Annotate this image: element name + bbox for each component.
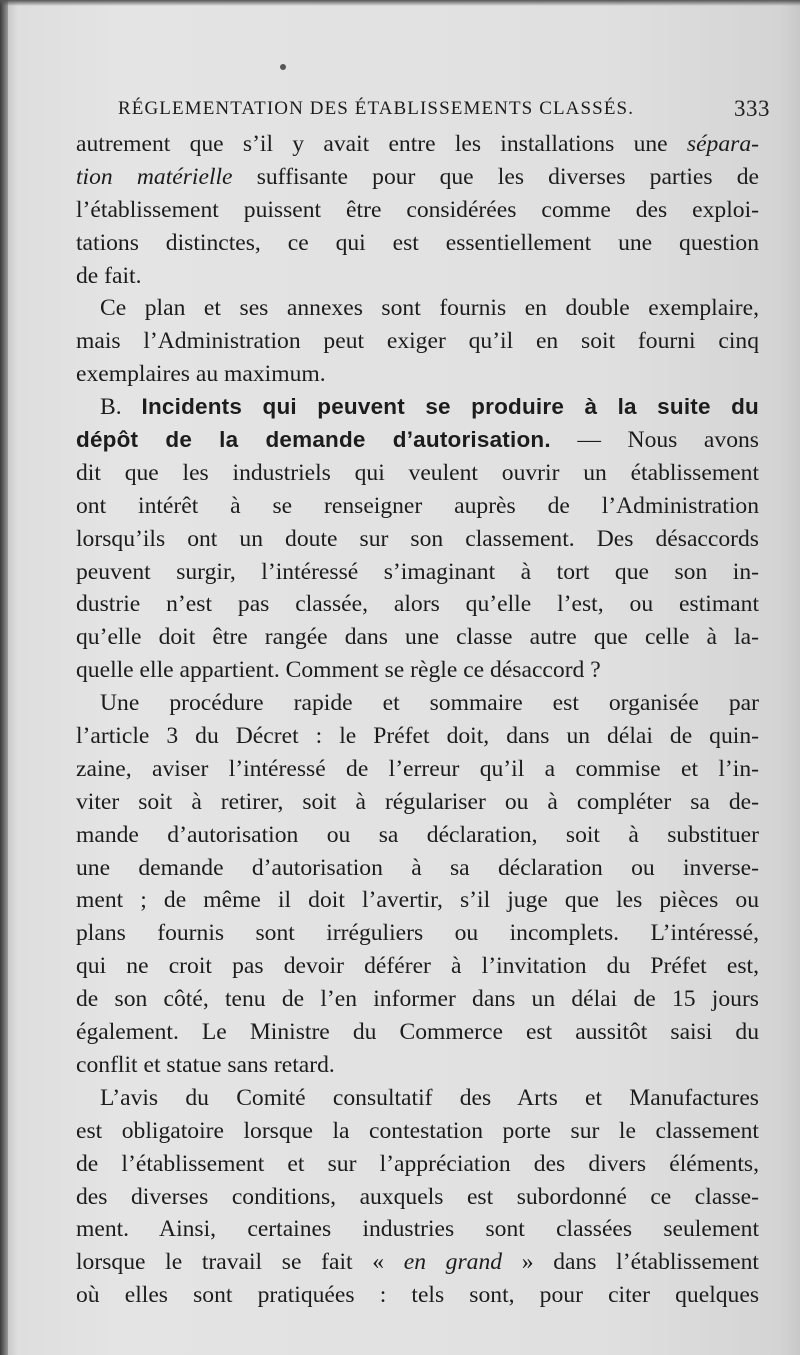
page-number: 333 [734,96,770,121]
text-run: l’établissement puissent être considérées comme des exploi- [76,196,759,223]
text-line [76,424,759,457]
text-run: mais l’Administration peut exiger qu’il en soit fourni cinq [76,328,759,355]
text-line [76,523,759,556]
text-run: autrement que s’il y avait entre les installations une [76,131,687,157]
text-line [76,687,759,720]
text-run: mande d’autorisation ou sa déclaration, soit à substituer [76,821,759,848]
text-run: ont intérêt à se renseigner auprès de l’Administration [76,492,759,519]
text-line [76,588,759,621]
text-line [76,1115,759,1148]
text-line [76,950,759,983]
text-line [76,227,759,260]
text-run: plans fournis sont irréguliers ou incomplets. L’intéressé, [76,920,759,947]
text-line [76,983,759,1016]
text-run: ment. Ainsi, certaines industries sont classées seulement [76,1216,759,1243]
text-run: suffisante pour que les diverses parties de [232,163,759,190]
text-line [76,786,759,819]
section-heading-text: Incidents qui peuvent se produire à la suite du [141,394,759,420]
text-line [76,161,759,194]
text-line [76,1016,759,1049]
text-line [76,1279,759,1312]
text-line [76,654,759,687]
text-line [76,128,759,161]
italic-text: en grand [403,1249,503,1276]
text-run: également. Le Ministre du Commerce est aussitôt saisi du [76,1019,759,1046]
text-line [76,621,759,654]
text-line [76,1246,759,1279]
text-line [76,1148,759,1181]
text-line [76,194,759,227]
italic-text: sépara- [686,131,759,157]
text-line [76,852,759,885]
top-edge-shadow [0,0,800,6]
text-line [76,819,759,852]
text-line [76,490,759,523]
text-run: tations distinctes, ce qui est essentiellement une question [76,229,759,256]
text-line [76,260,759,293]
text-line [76,753,759,786]
text-run: de fait. [76,262,142,289]
ink-speck [280,64,286,70]
text-run: est obligatoire lorsque la contestation porte sur le classement [76,1117,759,1144]
text-run: ment ; de même il doit l’avertir, s’il juge que les pièces ou [76,887,759,914]
text-line [76,1082,759,1115]
text-run: lorsqu’ils ont un doute sur son classement. Des désaccords [76,525,759,552]
text-run: dit que les industriels qui veulent ouvrir un établissement [76,459,759,486]
text-run: de l’établissement et sur l’appréciation des divers éléments, [76,1150,759,1177]
text-run: exemplaires au maximum. [76,361,326,388]
text-line [76,720,759,753]
section-heading-text: dépôt de la demande d’autorisation. [76,427,551,453]
running-head-title: RÉGLEMENTATION DES ÉTABLISSEMENTS CLASSÉS. [118,98,635,119]
text-run: Ce plan et ses annexes sont fournis en double exemplaire, [100,295,759,322]
text-line [76,1181,759,1214]
text-run: qui ne croit pas devoir déférer à l’invitation du Préfet est, [76,953,759,980]
text-run: qu’elle doit être rangée dans une classe autre que celle à la- [76,624,759,651]
body-text [76,128,759,1312]
text-run: quelle elle appartient. Comment se règle ce désaccord ? [76,657,601,684]
text-run: » dans l’établissement [502,1249,759,1276]
text-line [76,457,759,490]
text-run: une demande d’autorisation à sa déclaration ou inverse- [76,854,759,881]
text-line [76,358,759,391]
italic-text: tion matérielle [76,163,233,190]
text-run: conflit et statue sans retard. [76,1051,335,1078]
text-line [76,917,759,950]
text-line [76,1213,759,1246]
text-run: zaine, aviser l’intéressé de l’erreur qu’il a commise et l’in- [76,755,759,782]
text-run: — Nous avons [550,427,759,454]
text-run: l’article 3 du Décret : le Préfet doit, dans un délai de quin- [76,723,759,750]
text-run: Une procédure rapide et sommaire est organisée par [100,690,759,717]
text-line [76,325,759,358]
running-head [118,92,770,126]
text-line [76,391,759,424]
text-line [76,556,759,589]
text-run: peuvent surgir, l’intéressé s’imaginant à tort que son in- [76,558,759,585]
text-line [76,1049,759,1082]
text-run: L’avis du Comité consultatif des Arts et Manufactures [100,1084,759,1111]
text-run: B. [100,394,142,421]
text-line [76,884,759,917]
text-run: des diverses conditions, auxquels est subordonné ce classe- [76,1183,759,1210]
text-run: viter soit à retirer, soit à régulariser ou à compléter sa de- [76,788,759,815]
text-line [76,292,759,325]
text-run: de son côté, tenu de l’en informer dans un délai de 15 jours [76,986,759,1013]
text-run: dustrie n’est pas classée, alors qu’elle l’est, ou estimant [76,591,759,618]
text-run: lorsque le travail se fait « [76,1249,404,1276]
text-run: où elles sont pratiquées : tels sont, pour citer quelques [76,1282,759,1309]
binding-shadow [0,0,8,1355]
